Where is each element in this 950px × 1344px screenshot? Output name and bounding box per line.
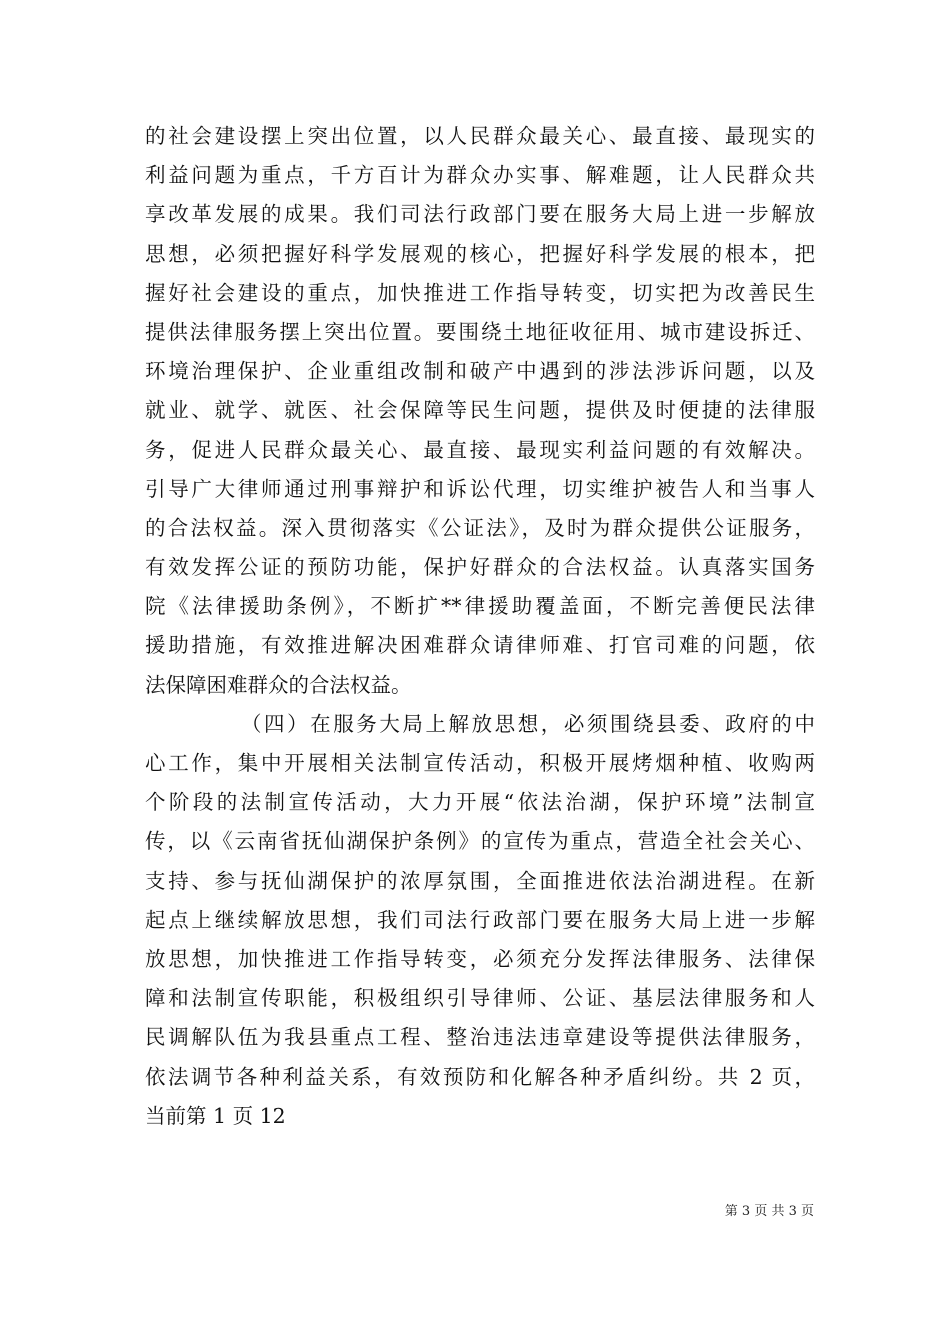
text-line: 障和法制宣传职能，积极组织引导律师、公证、基层法律服务和人: [145, 986, 815, 1011]
text-line: 院《法律援助条例》，不断扩**律援助覆盖面，不断完善便民法律: [145, 594, 815, 619]
text-line: （四）在服务大局上解放思想，必须围绕县委、政府的中: [241, 711, 815, 736]
text-line: 个阶段的法制宣传活动，大力开展“依法治湖，保护环境”法制宣: [145, 790, 815, 815]
text-line: 务，促进人民群众最关心、最直接、最现实利益问题的有效解决。: [145, 437, 815, 462]
text-line: 支持、参与抚仙湖保护的浓厚氛围，全面推进依法治湖进程。在新: [145, 868, 815, 893]
text-line: 的社会建设摆上突出位置，以人民群众最关心、最直接、最现实的: [145, 124, 815, 148]
text-line: 传，以《云南省抚仙湖保护条例》的宣传为重点，营造全社会关心、: [145, 829, 815, 854]
text-line: 放思想，加快推进工作指导转变，必须充分发挥法律服务、法律保: [145, 946, 815, 971]
text-line: 依法调节各种利益关系，有效预防和化解各种矛盾纠纷。共 2 页，: [145, 1064, 815, 1089]
text-line: 握好社会建设的重点，加快推进工作指导转变，切实把为改善民生: [145, 280, 815, 305]
text-line: 享改革发展的成果。我们司法行政部门要在服务大局上进一步解放: [145, 202, 815, 227]
text-line: 思想，必须把握好科学发展观的核心，把握好科学发展的根本，把: [145, 241, 815, 266]
text-line: 就业、就学、就医、社会保障等民生问题，提供及时便捷的法律服: [145, 398, 815, 423]
text-line: 心工作，集中开展相关法制宣传活动，积极开展烤烟种植、收购两: [145, 751, 815, 775]
text-line: 环境治理保护、企业重组改制和破产中遇到的涉法涉诉问题，以及: [145, 359, 815, 384]
text-line: 民调解队伍为我县重点工程、整治违法违章建设等提供法律服务，: [145, 1025, 815, 1050]
text-line: 提供法律服务摆上突出位置。要围绕土地征收征用、城市建设拆迁、: [145, 319, 815, 344]
text-line: 引导广大律师通过刑事辩护和诉讼代理，切实维护被告人和当事人: [145, 476, 815, 501]
text-line: 起点上继续解放思想，我们司法行政部门要在服务大局上进一步解: [145, 907, 815, 932]
paragraph-1: [145, 117, 815, 705]
paragraph-2: [145, 705, 815, 1136]
text-line: 的合法权益。深入贯彻落实《公证法》，及时为群众提供公证服务，: [145, 515, 815, 540]
page-number-footer: 第 3 页 共 3 页: [724, 1204, 814, 1219]
text-line: 有效发挥公证的预防功能，保护好群众的合法权益。认真落实国务: [145, 555, 815, 580]
text-line: 利益问题为重点，千方百计为群众办实事、解难题，让人民群众共: [145, 163, 815, 188]
text-line: 法保障困难群众的合法权益。: [145, 672, 412, 697]
text-line: 当前第 1 页 12: [145, 1103, 286, 1128]
text-line: 援助措施，有效推进解决困难群众请律师难、打官司难的问题，依: [145, 633, 815, 658]
body-text: [145, 117, 815, 1136]
